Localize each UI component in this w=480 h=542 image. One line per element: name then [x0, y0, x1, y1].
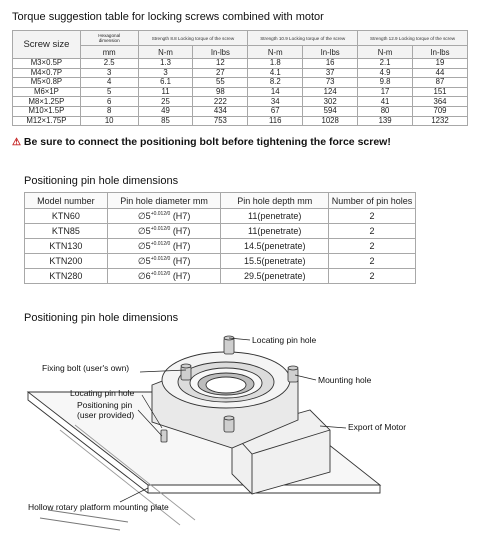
cell: 434: [193, 106, 248, 116]
cell: 12: [193, 59, 248, 69]
hex-dim: 8: [80, 106, 138, 116]
cell: 67: [248, 106, 303, 116]
cell: 1028: [303, 116, 358, 126]
cell: 2.1: [358, 59, 413, 69]
column-header: Model number: [25, 193, 108, 209]
warning-text: Be sure to connect the positioning bolt before tightening the force screw!: [23, 136, 391, 148]
cell: 116: [248, 116, 303, 126]
table-row: [25, 269, 416, 284]
table-row: [25, 239, 416, 254]
model-number: KTN130: [25, 239, 108, 254]
table-row: [13, 106, 468, 116]
hexagonal-unit: mm: [80, 46, 138, 59]
unit-nm: N-m: [138, 46, 193, 59]
pin-table-title: Positioning pin hole dimensions: [24, 175, 179, 187]
label-mounting-hole: Mounting hole: [318, 375, 372, 385]
hex-dim: 10: [80, 116, 138, 126]
pin-depth: 15.5(penetrate): [221, 254, 329, 269]
cell: 594: [303, 106, 358, 116]
cell: 151: [413, 87, 468, 97]
strength-10-9-header: Strength 10.9 Locking torque of the screw: [248, 31, 358, 46]
cell: 222: [193, 97, 248, 107]
model-number: KTN85: [25, 224, 108, 239]
screw-size: M12×1.75P: [13, 116, 81, 126]
unit-nm: N-m: [358, 46, 413, 59]
hex-dim: 3: [80, 68, 138, 78]
table-row: [13, 68, 468, 78]
hex-dim: 2.5: [80, 59, 138, 69]
torque-table: [12, 30, 468, 126]
pin-diameter: $\emptyset 5^{+0.012/0}$ (H7): [107, 254, 221, 269]
cell: 11: [138, 87, 193, 97]
pin-depth: 29.5(penetrate): [221, 269, 329, 284]
cell: 3: [138, 68, 193, 78]
cell: 139: [358, 116, 413, 126]
warning-note: [12, 136, 391, 148]
pin-diameter: $\emptyset 5^{+0.012/0}$ (H7): [107, 209, 221, 224]
cell: 4.9: [358, 68, 413, 78]
unit-nm: N-m: [248, 46, 303, 59]
pin-count: 2: [329, 239, 416, 254]
pin-count: 2: [329, 224, 416, 239]
strength-8-8-header: Strength 8.8 Locking torque of the screw: [138, 31, 248, 46]
screw-size-header: Screw size: [13, 31, 81, 59]
cell: 9.8: [358, 78, 413, 88]
cell: 8.2: [248, 78, 303, 88]
screw-size: M6×1P: [13, 87, 81, 97]
pin-diameter: $\emptyset 5^{+0.012/0}$ (H7): [107, 224, 221, 239]
table-row: [13, 59, 468, 69]
table-row: [25, 224, 416, 239]
cell: 37: [303, 68, 358, 78]
unit-inlbs: In-lbs: [303, 46, 358, 59]
model-number: KTN200: [25, 254, 108, 269]
cell: 6.1: [138, 78, 193, 88]
hex-dim: 6: [80, 97, 138, 107]
screw-size: M5×0.8P: [13, 78, 81, 88]
cell: 19: [413, 59, 468, 69]
table-row: [25, 209, 416, 224]
label-locating-pin-hole-left: Locating pin hole: [70, 388, 135, 398]
hex-dim: 5: [80, 87, 138, 97]
hex-dim: 4: [80, 78, 138, 88]
cell: 44: [413, 68, 468, 78]
warning-triangle-icon: ⚠: [12, 137, 21, 148]
model-number: KTN280: [25, 269, 108, 284]
pin-depth: 11(penetrate): [221, 209, 329, 224]
cell: 753: [193, 116, 248, 126]
cell: 85: [138, 116, 193, 126]
diagram-title: Positioning pin hole dimensions: [24, 312, 179, 324]
torque-table-title: Torque suggestion table for locking screws combined with motor: [12, 11, 324, 23]
cell: 4.1: [248, 68, 303, 78]
cell: 124: [303, 87, 358, 97]
unit-inlbs: In-lbs: [413, 46, 468, 59]
mounting-diagram: [0, 320, 480, 542]
pin-count: 2: [329, 209, 416, 224]
table-row: [13, 87, 468, 97]
hexagonal-header: Hexagonal dimension: [80, 31, 138, 46]
screw-size: M10×1.5P: [13, 106, 81, 116]
label-positioning-pin: Positioning pin: [77, 400, 133, 410]
model-number: KTN60: [25, 209, 108, 224]
cell: 25: [138, 97, 193, 107]
label-export-of-motor: Export of Motor: [348, 422, 407, 432]
cell: 1.3: [138, 59, 193, 69]
table-row: [13, 78, 468, 88]
label-fixing-bolt: Fixing bolt (user's own): [42, 363, 130, 373]
column-header: Number of pin holes: [329, 193, 416, 209]
pin-count: 2: [329, 269, 416, 284]
screw-size: M3×0.5P: [13, 59, 81, 69]
strength-12-9-header: Strength 12.9 Locking torque of the screw: [358, 31, 468, 46]
cell: 709: [413, 106, 468, 116]
column-header: Pin hole diameter mm: [107, 193, 221, 209]
column-header: Pin hole depth mm: [221, 193, 329, 209]
cell: 302: [303, 97, 358, 107]
pin-diameter: $\emptyset 6^{+0.012/0}$ (H7): [107, 269, 221, 284]
label-mounting-plate: Hollow rotary platform mounting plate: [28, 502, 169, 512]
cell: 34: [248, 97, 303, 107]
pin-depth: 14.5(penetrate): [221, 239, 329, 254]
pin-diameter: $\emptyset 5^{+0.012/0}$ (H7): [107, 239, 221, 254]
cell: 80: [358, 106, 413, 116]
table-row: [25, 254, 416, 269]
screw-size: M8×1.25P: [13, 97, 81, 107]
pin-count: 2: [329, 254, 416, 269]
table-row: [13, 116, 468, 126]
table-row: [13, 97, 468, 107]
cell: 1.8: [248, 59, 303, 69]
label-locating-pin-hole-top: Locating pin hole: [252, 335, 317, 345]
cell: 27: [193, 68, 248, 78]
cell: 17: [358, 87, 413, 97]
pin-hole-table: [24, 192, 416, 284]
cell: 87: [413, 78, 468, 88]
cell: 73: [303, 78, 358, 88]
cell: 98: [193, 87, 248, 97]
cell: 364: [413, 97, 468, 107]
cell: 1232: [413, 116, 468, 126]
label-positioning-pin-note: (user provided): [77, 410, 135, 420]
pin-depth: 11(penetrate): [221, 224, 329, 239]
cell: 49: [138, 106, 193, 116]
unit-inlbs: In-lbs: [193, 46, 248, 59]
cell: 55: [193, 78, 248, 88]
screw-size: M4×0.7P: [13, 68, 81, 78]
cell: 41: [358, 97, 413, 107]
cell: 16: [303, 59, 358, 69]
cell: 14: [248, 87, 303, 97]
